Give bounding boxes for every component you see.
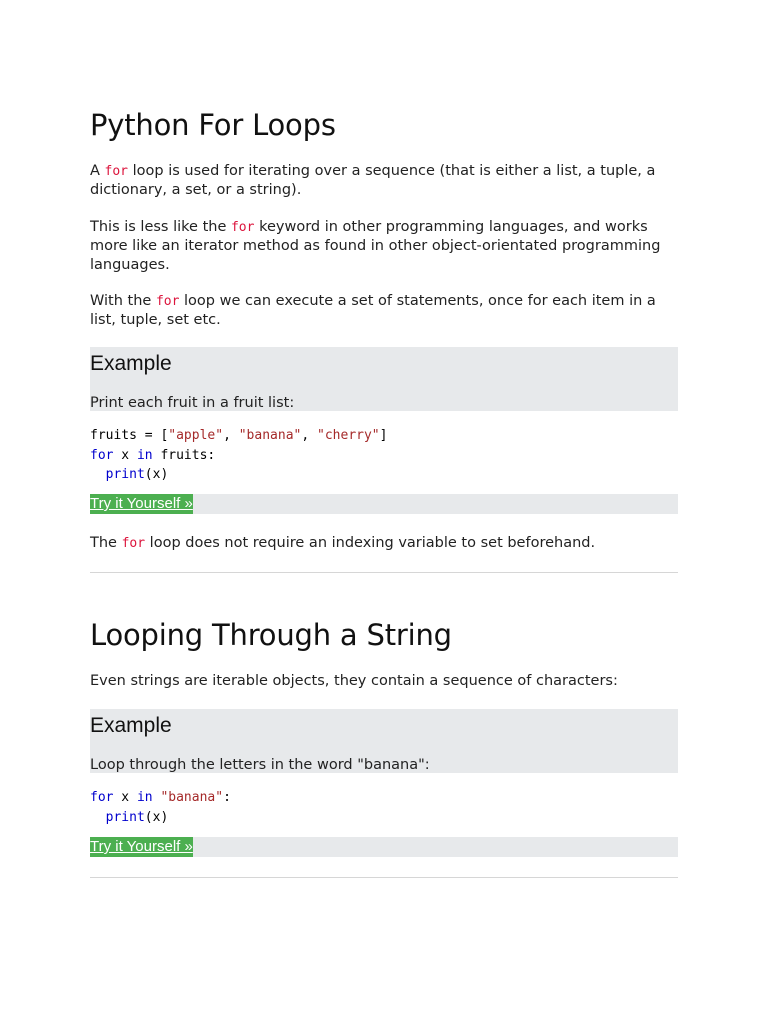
code-string: "banana" xyxy=(238,428,302,443)
code-line xyxy=(90,808,678,828)
intro-paragraph: A for loop is used for iterating over a sequence (that is either a list, a tuple, a dictionary, a set, or a string). xyxy=(90,163,656,198)
code-text: (x) xyxy=(144,467,169,482)
code-string: "apple" xyxy=(168,428,224,443)
page-title: Python For Loops xyxy=(90,108,336,142)
code-line xyxy=(90,446,678,466)
example-description: Loop through the letters in the word "banana": xyxy=(90,757,430,773)
code-keyword: for xyxy=(90,790,114,805)
code-text xyxy=(90,810,106,825)
code-text: fruits = [ xyxy=(90,428,169,443)
section-divider xyxy=(90,572,678,573)
inline-code: for xyxy=(121,536,146,551)
code-text: (x) xyxy=(144,809,169,825)
try-it-yourself-button[interactable]: Try it Yourself » xyxy=(90,495,193,512)
code-keyword: in xyxy=(136,447,153,463)
try-it-bar xyxy=(90,837,678,857)
code-block xyxy=(90,426,678,485)
try-it-yourself-button[interactable]: Try it Yourself » xyxy=(90,838,193,855)
section-title: Looping Through a String xyxy=(90,618,452,652)
code-line xyxy=(90,426,678,446)
code-line xyxy=(90,465,678,485)
code-string: "banana" xyxy=(160,790,224,805)
try-it-bar xyxy=(90,494,678,514)
code-text: , xyxy=(223,428,239,443)
indexing-paragraph: The for loop does not require an indexing variable to set beforehand. xyxy=(90,535,596,551)
section-divider xyxy=(90,877,678,878)
code-text: x xyxy=(113,790,137,805)
code-block xyxy=(90,788,678,827)
inline-code: for xyxy=(230,220,255,235)
inline-code: for xyxy=(155,294,180,309)
code-text: : xyxy=(223,790,231,805)
code-text xyxy=(90,467,106,482)
code-function: print xyxy=(105,467,145,482)
code-line xyxy=(90,788,678,808)
statements-paragraph: With the for loop we can execute a set of statements, once for each item in a list, tuple, set etc. xyxy=(90,293,656,328)
example-heading: Example xyxy=(90,352,172,375)
code-string: "cherry" xyxy=(317,428,380,443)
example-heading: Example xyxy=(90,714,172,737)
example-description: Print each fruit in a fruit list: xyxy=(90,395,295,411)
comparison-paragraph: This is less like the for keyword in other programming languages, and works more like an iterator method as found in other object-orientated programming languages. xyxy=(90,219,661,273)
code-text: , xyxy=(301,428,318,443)
code-text: x xyxy=(113,447,137,463)
code-keyword: in xyxy=(136,790,153,805)
code-function: print xyxy=(105,809,145,825)
code-text: fruits: xyxy=(152,447,216,463)
inline-code: for xyxy=(104,164,129,179)
code-keyword: for xyxy=(90,447,114,463)
code-text: ] xyxy=(379,428,388,443)
strings-paragraph: Even strings are iterable objects, they contain a sequence of characters: xyxy=(90,673,618,689)
